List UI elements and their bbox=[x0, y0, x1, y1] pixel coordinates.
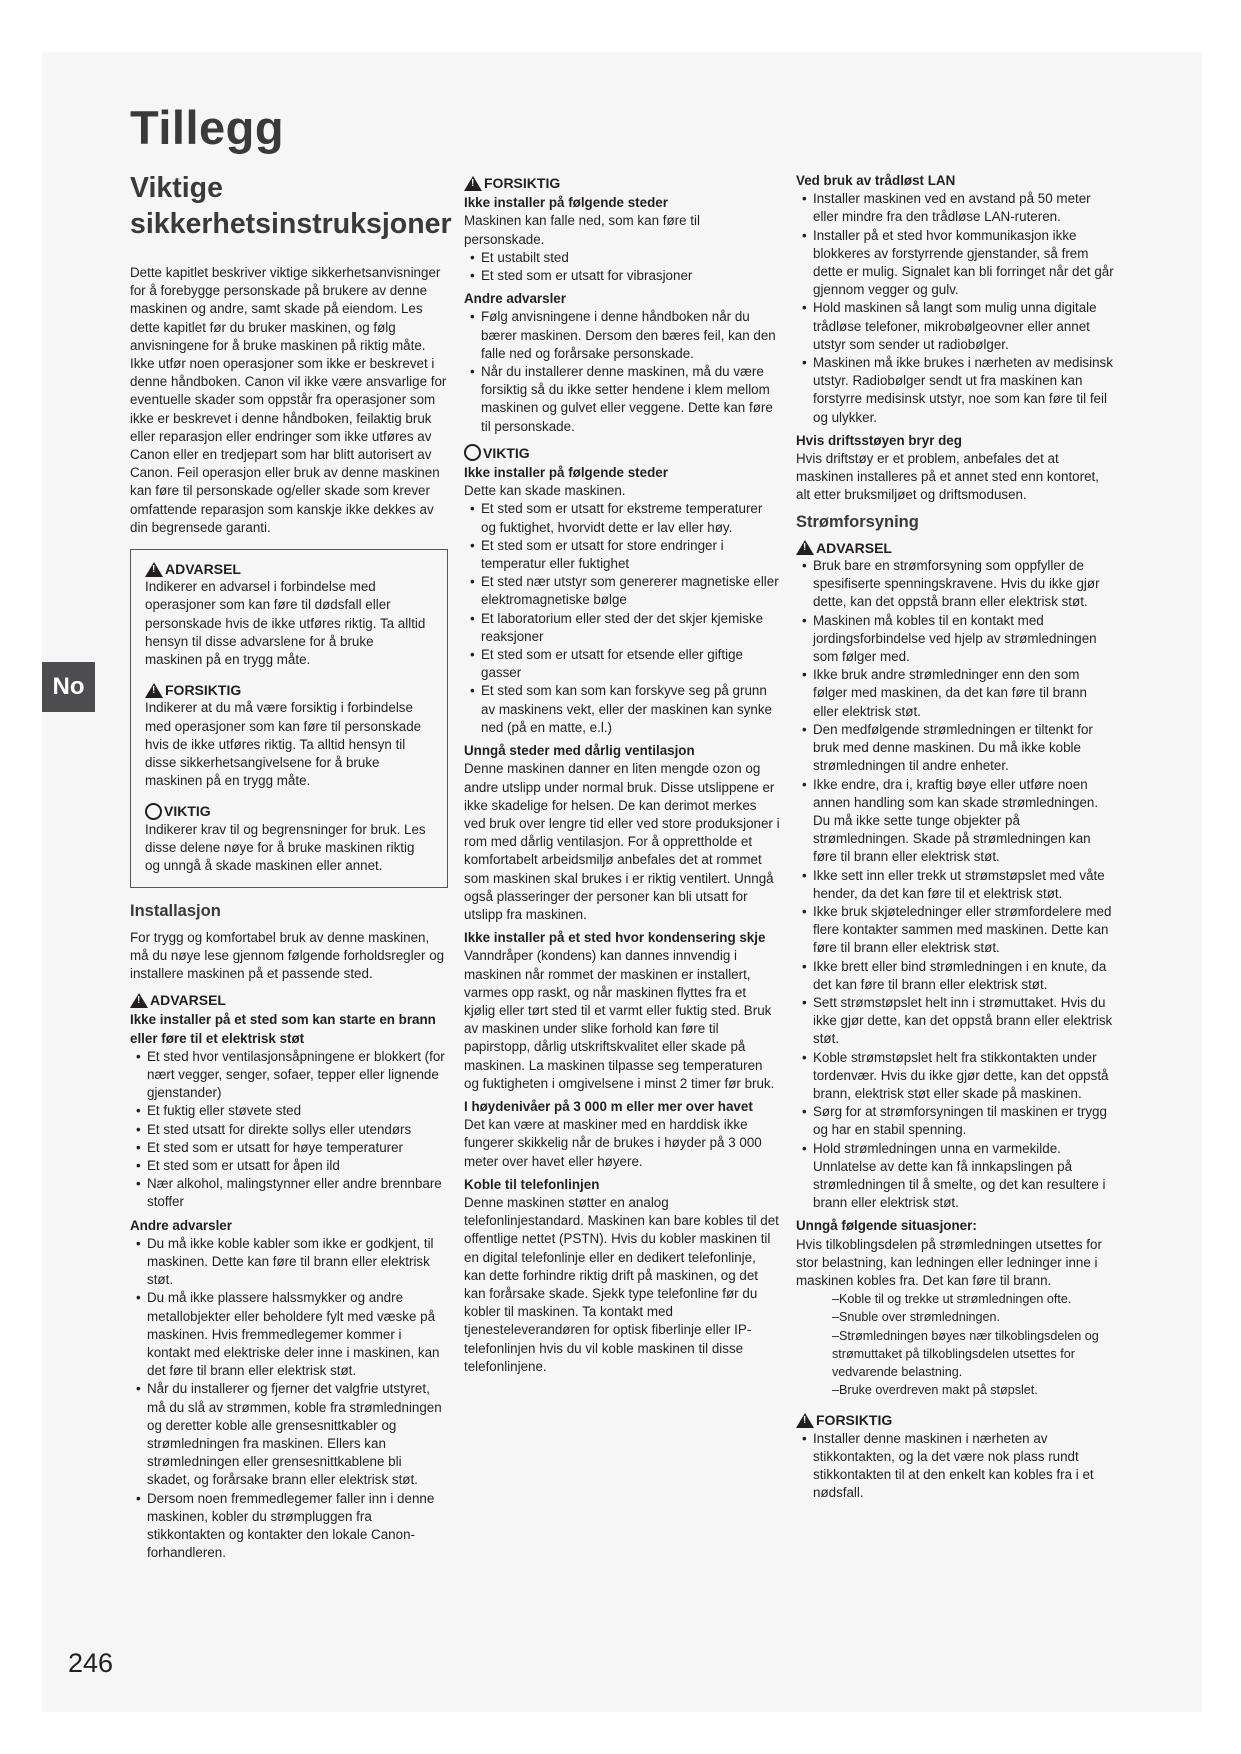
list-item: • Sørg for at strømforsyningen til maskinen er trygg og har en stabil spenning. bbox=[813, 1103, 1114, 1139]
paragraph: Vanndråper (kondens) kan dannes innvendig i maskinen når rommet der maskinen er installert, varmes opp raskt, og når maskinen flyttes fra et kjølig eller tørt sted til et varmt eller fuktig sted. Bruk av maskinen under slike forhold kan føre til papirstopp, dårlig utskriftskvalitet eller skade på maskinen. La maskinen tilpasse seg temperaturen og fuktigheten i omgivelsene i minst 2 timer før bruk. bbox=[464, 948, 775, 1091]
strom-heading: Strømforsyning bbox=[796, 512, 919, 531]
column-2 bbox=[464, 170, 780, 1376]
list-item: • Maskinen må ikke brukes i nærheten av medisinsk utstyr. Radiobølger sendt ut fra maskinen kan forstyrre medisinsk utstyr, noe som kan føre til feil og ulykker. bbox=[813, 354, 1114, 427]
paragraph: Hvis tilkoblingsdelen på strømledningen utsettes for stor belastning, kan ledningen eller ledninger inne i maskinen kobles fra. Det kan føre til brann. bbox=[796, 1236, 1102, 1288]
list-item: • Et sted hvor ventilasjonsåpningene er blokkert (for nært vegger, senger, sofaer, tepper eller lignende gjenstander) bbox=[147, 1048, 448, 1103]
forsiktig-label: FORSIKTIG bbox=[165, 682, 242, 699]
caution-icon bbox=[145, 683, 163, 698]
bullet-list bbox=[130, 1235, 448, 1563]
page-number: 246 bbox=[68, 1648, 114, 1678]
dash-list bbox=[796, 1290, 1114, 1399]
subheading: Ikke installer på følgende steder bbox=[464, 195, 668, 211]
list-item: • Ikke endre, dra i, kraftig bøye eller utføre noen annen handling som kan skade strømledningen. Du må ikke sette tunge objekter på strømledningen. Skade på strømledningen kan føre til brann eller elektrisk støt. bbox=[813, 776, 1114, 867]
paragraph: Det kan være at maskiner med en harddisk ikke fungerer skikkelig når de brukes i høyder på 3 000 meter over havet eller høyere. bbox=[464, 1117, 762, 1169]
subheading: Koble til telefonlinjen bbox=[464, 1176, 600, 1192]
list-item: • Et sted nær utstyr som genererer magnetiske eller elektromagnetiske bølge bbox=[481, 573, 780, 609]
intro-text: Dette kapitlet beskriver viktige sikkerhetsanvisninger for å forebygge personskade på brukere av denne maskinen og andre, samt skade på eiendom. Les dette kapitlet før du bruker maskinen, og følg anvisningene for å bruke maskinen på riktig måte. Ikke utfør noen operasjoner som ikke er beskrevet i denne håndboken. Canon vil ikke være ansvarlige for eventuelle skader som oppstår fra operasjoner som ikke er beskrevet i denne håndboken, feilaktig bruk eller reparasjon eller endringer som ikke utføres av Canon eller en tredjepart som har blitt autorisert av Canon. Feil operasjon eller bruk av denne maskinen kan føre til personskade og/eller skade som krever omfattende reparasjon som kanskje ikke dekkes av din begrensede garanti. bbox=[130, 265, 447, 535]
subheading: Andre advarsler bbox=[464, 291, 566, 307]
list-item: • Ikke bruk andre strømledninger enn den som følger med maskinen, da det kan føre til brann eller elektrisk støt. bbox=[813, 666, 1114, 721]
list-item: • Dersom noen fremmedlegemer faller inn i denne maskinen, kobler du strømpluggen fra stikkontakten og kontakter den lokale Canon-forhandleren. bbox=[147, 1490, 448, 1563]
list-item: • Ikke bruk skjøteledninger eller strømfordelere med flere kontakter sammen med maskinen. Dette kan føre til brann eller elektrisk støt. bbox=[813, 903, 1114, 958]
legend-advarsel bbox=[145, 560, 433, 669]
list-item: • Et sted som er utsatt for vibrasjoner bbox=[481, 267, 780, 285]
list-item: –Bruke overdreven makt på støpslet. bbox=[832, 1383, 1038, 1398]
forsiktig-label: FORSIKTIG bbox=[816, 1412, 893, 1429]
bullet-list bbox=[464, 500, 780, 737]
list-item: • Et laboratorium eller sted der det skjer kjemiske reaksjoner bbox=[481, 610, 780, 646]
list-item: • Hold strømledningen unna en varmekilde. Unnlatelse av dette kan få innkapslingen på strømledningen til å smelte, og det kan resultere i brann eller elektrisk støt. bbox=[813, 1140, 1114, 1213]
subheading: Unngå steder med dårlig ventilasjon bbox=[464, 743, 695, 759]
list-item: • Nær alkohol, malingstynner eller andre brennbare stoffer bbox=[147, 1175, 448, 1211]
column-1 bbox=[130, 170, 452, 1562]
list-item: • Den medfølgende strømledningen er tiltenkt for bruk med denne maskinen. Du må ikke koble strømledningen til andre enheter. bbox=[813, 721, 1114, 776]
legend-viktig bbox=[145, 802, 433, 875]
install-intro: For trygg og komfortabel bruk av denne maskinen, må du nøye lese gjennom følgende forholdsregler og installere maskinen på et passende sted. bbox=[130, 929, 445, 981]
forsiktig-text: Indikerer at du må være forsiktig i forbindelse med operasjoner som kan føre til personskade hvis de ikke utføres riktig. Ta alltid hensyn til disse sikkerhetsangivelsene for å bruke maskinen på en trygg måte. bbox=[145, 700, 422, 789]
language-tab: No bbox=[42, 662, 95, 712]
important-icon bbox=[145, 803, 162, 820]
list-item: • Sett strømstøpslet helt inn i strømuttaket. Hvis du ikke gjør dette, kan det oppstå brann eller elektrisk støt. bbox=[813, 994, 1114, 1049]
legend-forsiktig bbox=[145, 681, 433, 790]
paragraph: Maskinen kan falle ned, som kan føre til personskade. bbox=[464, 213, 700, 247]
subheading: Andre advarsler bbox=[130, 1217, 232, 1233]
bullet-list bbox=[464, 308, 780, 435]
advarsel-text: Indikerer en advarsel i forbindelse med operasjoner som kan føre til dødsfall eller personskade hvis de ikke utføres riktig. Ta alltid hensyn til disse advarslene for å bruke maskinen på en trygg måte. bbox=[145, 579, 426, 668]
list-item: • Et sted som kan som kan forskyve seg på grunn av maskinens vekt, eller der maskinen kan synke ned (på en matte, e.l.) bbox=[481, 682, 780, 737]
bullet-list bbox=[130, 1048, 448, 1212]
subheading: Ved bruk av trådløst LAN bbox=[796, 173, 956, 188]
list-item: • Du må ikke koble kabler som ikke er godkjent, til maskinen. Dette kan føre til brann eller elektrisk støt. bbox=[147, 1235, 448, 1290]
section-heading: Viktige sikkerhetsinstruksjoner bbox=[130, 172, 452, 240]
bullet-list bbox=[796, 190, 1114, 427]
paragraph: Denne maskinen danner en liten mengde ozon og andre utslipp under normal bruk. Disse utslippene er ikke skadelige for helsen. De kan derimot merkes ved bruk over lengre tid eller ved store produksjoner i rom med dårlig ventilasjon. For å opprettholde et komfortabelt arbeidsmiljø anbefales det at rommet som maskinen skal brukes i er riktig ventilert. Unngå også plasseringer der personer kan bli utsatt for utslipp fra maskinen. bbox=[464, 761, 780, 922]
list-item: • Bruk bare en strømforsyning som oppfyller de spesifiserte spenningskravene. Hvis du ikke gjør dette, kan det oppstå brann eller elektrisk støt. bbox=[813, 557, 1114, 612]
list-item: • Maskinen må kobles til en kontakt med jordingsforbindelse ved hjelp av strømledningen som følger med. bbox=[813, 612, 1114, 667]
viktig-label: VIKTIG bbox=[164, 803, 211, 820]
list-item: • Installer maskinen ved en avstand på 50 meter eller mindre fra den trådløse LAN-ruteren. bbox=[813, 190, 1114, 226]
list-item: • Et sted som er utsatt for åpen ild bbox=[147, 1157, 448, 1175]
list-item: • Et sted utsatt for direkte sollys eller utendørs bbox=[147, 1121, 448, 1139]
subheading: Unngå følgende situasjoner: bbox=[796, 1218, 977, 1234]
list-item: • Du må ikke plassere halssmykker og andre metallobjekter eller beholdere fylt med væske på maskinen. Hvis fremmedlegemer kommer i kontakt med elektriske deler inne i maskinen, kan det føre til brann eller elektrisk støt. bbox=[147, 1289, 448, 1380]
advarsel-label: ADVARSEL bbox=[816, 539, 892, 556]
paragraph: Denne maskinen støtter en analog telefonlinjestandard. Maskinen kan bare kobles til det offentlige nettet (PSTN). Hvis du kobler maskinen til en digital telefonlinje eller en dedikert telefonlinje, kan dette forhindre riktig drift på maskinen, og det kan forårsake skade. Sjekk type telefonline før du kobler til maskinen. Ta kontakt med tjenesteleverandøren for optisk fiberlinje eller IP-telefonlinjen hvis du vil koble maskinen til disse telefonlinjene. bbox=[464, 1194, 779, 1374]
forsiktig-label: FORSIKTIG bbox=[484, 175, 561, 191]
warning-icon bbox=[145, 562, 163, 577]
important-icon bbox=[464, 444, 481, 461]
list-item: –Strømledningen bøyes nær tilkoblingsdelen og strømuttaket på tilkoblingsdelen utsettes for vedvarende belastning. bbox=[832, 1328, 1099, 1379]
subheading: Ikke installer på følgende steder bbox=[464, 465, 668, 481]
bullet-list bbox=[796, 1430, 1114, 1503]
list-item: • Ikke sett inn eller trekk ut strømstøpslet med våte hender, da det kan føre til et elektrisk støt. bbox=[813, 867, 1114, 903]
list-item: • Hold maskinen så langt som mulig unna digitale trådløse telefoner, mikrobølgeovner eller annet utstyr som sender ut radiobølger. bbox=[813, 299, 1114, 354]
list-item: • Ikke brett eller bind strømledningen i en knute, da det kan føre til brann eller elektrisk støt. bbox=[813, 958, 1114, 994]
list-item: –Koble til og trekke ut strømledningen ofte. bbox=[832, 1292, 1072, 1307]
list-item: • Følg anvisningene i denne håndboken når du bærer maskinen. Dersom den bæres feil, kan den falle ned og forårsake personskade. bbox=[481, 308, 780, 363]
list-item: • Når du installerer denne maskinen, må du være forsiktig så du ikke setter hendene i klem mellom maskinen og gulvet eller veggene. Dette kan føre til personskade. bbox=[481, 363, 780, 436]
caution-icon bbox=[464, 176, 482, 191]
bullet-list bbox=[464, 249, 780, 285]
list-item: • Installer denne maskinen i nærheten av stikkontakten, og la det være nok plass rundt stikkontakten til at den enkelt kan kobles fra i et nødsfall. bbox=[813, 1430, 1114, 1503]
list-item: • Et sted som er utsatt for etsende eller giftige gasser bbox=[481, 646, 780, 682]
subheading: Ikke installer på et sted hvor kondensering skje bbox=[464, 930, 766, 946]
viktig-text: Indikerer krav til og begrensninger for bruk. Les disse delene nøye for å bruke maskinen riktig og unngå å skade maskinen eller annet. bbox=[145, 821, 426, 874]
column-3 bbox=[796, 170, 1114, 1502]
subheading: Hvis driftsstøyen bryr deg bbox=[796, 432, 962, 448]
subheading: Ikke installer på et sted som kan starte en brann eller føre til et elektrisk støt bbox=[130, 1012, 436, 1046]
subheading: I høydenivåer på 3 000 m eller mer over havet bbox=[464, 1098, 753, 1114]
list-item: • Et ustabilt sted bbox=[481, 249, 780, 267]
warning-icon bbox=[796, 540, 814, 555]
warning-icon bbox=[130, 993, 148, 1008]
install-heading: Installasjon bbox=[130, 902, 221, 921]
bullet-list bbox=[796, 557, 1114, 1212]
list-item: • Koble strømstøpslet helt fra stikkontakten under tordenvær. Hvis du ikke gjør dette, kan det oppstå brann, elektrisk støt eller skade på maskinen. bbox=[813, 1049, 1114, 1104]
caution-icon bbox=[796, 1413, 814, 1428]
list-item: • Installer på et sted hvor kommunikasjon ikke blokkeres av forstyrrende gjenstander, så frem dette er mulig. Signalet kan bli forringet når det går gjennom vegger og gulv. bbox=[813, 227, 1114, 300]
advarsel-label: ADVARSEL bbox=[165, 561, 241, 578]
list-item: • Et sted som er utsatt for store endringer i temperatur eller fuktighet bbox=[481, 537, 780, 573]
viktig-label: VIKTIG bbox=[483, 444, 530, 461]
legend-box bbox=[130, 549, 448, 888]
page-title: Tillegg bbox=[130, 101, 285, 154]
paragraph: Dette kan skade maskinen. bbox=[464, 483, 626, 499]
list-item: • Et sted som er utsatt for ekstreme temperaturer og fuktighet, hvorvidt dette er lav eller høy. bbox=[481, 500, 780, 536]
list-item: • Et sted som er utsatt for høye temperaturer bbox=[147, 1139, 448, 1157]
list-item: • Når du installerer og fjerner det valgfrie utstyret, må du slå av strømmen, koble fra strømledningen og deretter koble alle grensesnittkabler og strømledningen fra maskinen. Ellers kan strømledningen eller grensesnittkablene bli skadet, og forårsake brann eller elektrisk støt. bbox=[147, 1380, 448, 1489]
paragraph: Hvis driftstøy er et problem, anbefales det at maskinen installeres på et annet sted enn kontoret, alt etter bruksmiljøet og driftsmodusen. bbox=[796, 451, 1099, 503]
advarsel-label: ADVARSEL bbox=[150, 992, 226, 1009]
list-item: • Et fuktig eller støvete sted bbox=[147, 1102, 448, 1120]
list-item: –Snuble over strømledningen. bbox=[832, 1310, 1001, 1325]
